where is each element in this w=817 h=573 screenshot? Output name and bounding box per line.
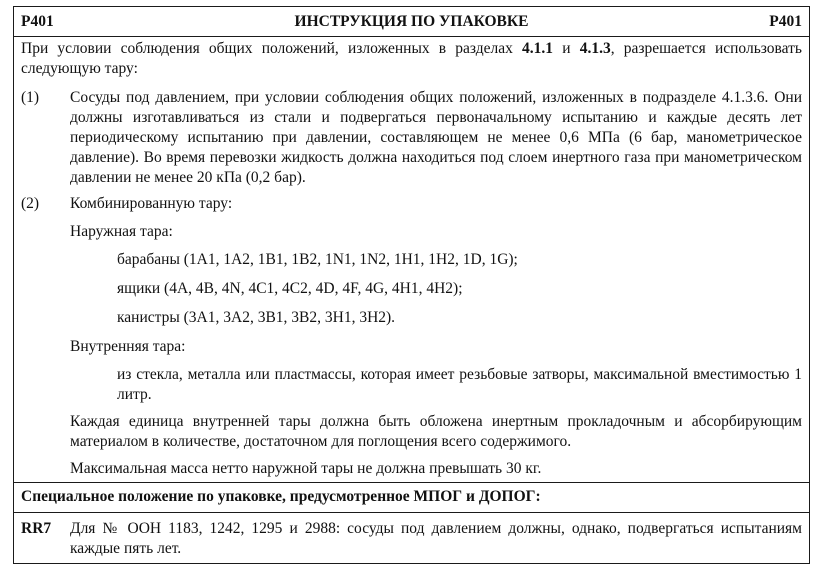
outer-packaging-label: Наружная тара: [70, 223, 173, 240]
special-provision-text: Для № ООН 1183, 1242, 1295 и 2988: сосуды под давлением должны, однако, подвергаться испытаниям каждые пять лет. [70, 520, 802, 557]
item-1-text: Сосуды под давлением, при условии соблюдения общих положений, изложенных в подразделе 4.1.3.6. Они должны изготавливаться из стали и подвергаться первоначальному испытанию и каждые десять лет периодическому испытанию при давлении, составляющем не менее 0,6 МПа (6 бар, манометрическое давление). Во время перевозки жидкость должна находиться под слоем инертного газа при манометрическом давлении не менее 20 кПа (0,2 бар). [70, 89, 802, 186]
special-provision-code: RR7 [21, 520, 52, 537]
inner-packaging-text: из стекла, металла или пластмассы, которая имеет резьбовые затворы, максимальной вместимостью 1 литр. [117, 366, 802, 403]
max-mass-text: Максимальная масса нетто наружной тары не должна превышать 30 кг. [70, 460, 542, 477]
intro-text-after: , разрешается использовать следующую тару: [21, 40, 802, 77]
intro-ref-4-1-3: 4.1.3 [579, 40, 611, 57]
inner-packaging-label: Внутренняя тара: [70, 338, 186, 355]
item-1-number: (1) [21, 89, 40, 106]
special-provision-header [14, 482, 809, 513]
outer-item-drums: барабаны (1A1, 1A2, 1B1, 1B2, 1N1, 1N2, 1H1, 1H2, 1D, 1G); [117, 251, 518, 268]
instruction-title: ИНСТРУКЦИЯ ПО УПАКОВКЕ [294, 13, 529, 30]
item-2-number: (2) [21, 195, 40, 212]
outer-item-boxes: ящики (4A, 4B, 4N, 4C1, 4C2, 4D, 4F, 4G, 4H1, 4H2); [117, 280, 463, 297]
special-provision-heading: Специальное положение по упаковке, предусмотренное МПОГ и ДОПОГ: [21, 488, 541, 505]
outer-item-jerricans: канистры (3A1, 3A2, 3B1, 3B2, 3H1, 3H2). [117, 309, 396, 326]
item-2-title: Комбинированную тару: [70, 195, 233, 212]
intro-paragraph [21, 39, 802, 79]
instruction-code-left: P401 [21, 13, 54, 30]
intro-conj: и [553, 40, 580, 57]
instruction-code-right: P401 [769, 13, 802, 30]
instruction-header [14, 7, 809, 37]
intro-text-before: При условии соблюдения общих положений, изложенных в разделах [21, 40, 523, 57]
packing-instruction-frame [13, 6, 810, 564]
intro-ref-4-1-1: 4.1.1 [522, 40, 554, 57]
wrap-requirement-text: Каждая единица внутренней тары должна быть обложена инертным прокладочным и абсорбирующим материалом в количестве, достаточном для поглощения всего содержимого. [70, 413, 802, 450]
